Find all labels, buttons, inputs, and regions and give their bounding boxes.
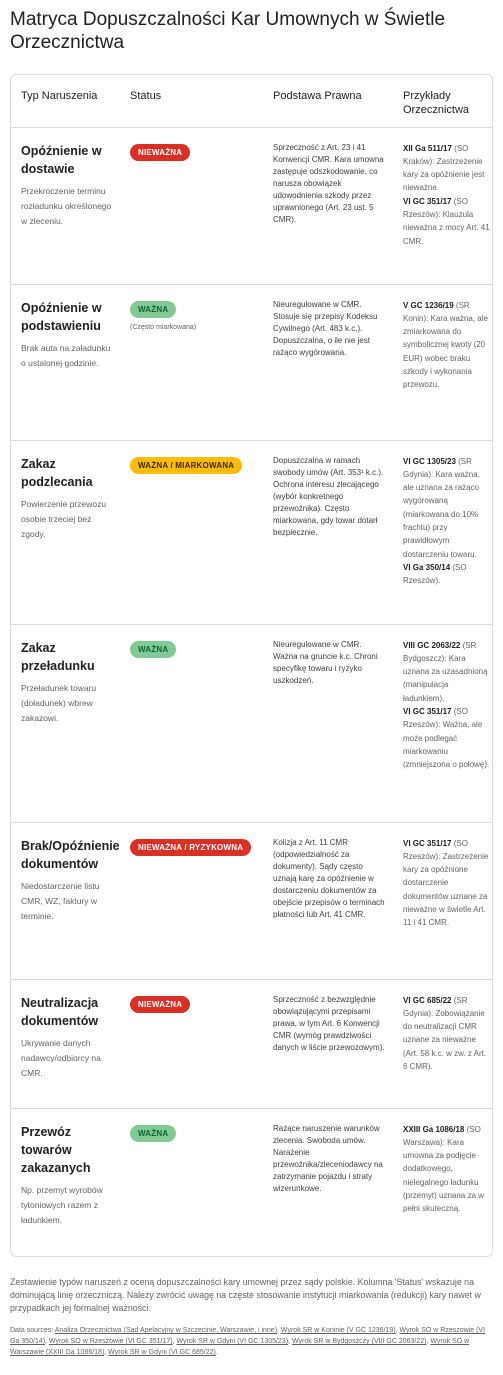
case-signature: VI GC 685/22 — [403, 995, 452, 1005]
source-link[interactable]: Wyrok SO w Rzeszowie (VI GC 351/17) — [48, 1338, 173, 1345]
status-badge: NIEWAŻNA — [130, 996, 190, 1013]
case-signature: XII Ga 511/17 — [403, 143, 452, 153]
violation-description: Przekroczenie terminu rozładunku określonego w zleceniu. — [21, 185, 112, 226]
page-title: Matryca Dopuszczalności Kar Umownych w Świetle Orzecznictwa — [10, 9, 446, 53]
status-badge: NIEWAŻNA — [130, 144, 190, 161]
case-entry — [403, 299, 490, 392]
source-link[interactable]: Wyrok SO w Rzeszowie (VI Ga 350/14) — [10, 1327, 486, 1345]
case-summary: (SR Gdynia): Kara ważna, ale uznana za rażąco wygórowaną (miarkowana do 10% frachtu) przy prawidłowym dostarczeniu towaru. — [403, 456, 480, 559]
violation-name: Zakaz przeładunku — [21, 640, 95, 673]
case-signature: VI GC 351/17 — [403, 196, 452, 206]
source-link[interactable]: Analiza Orzecznictwa (Sąd Apelacyjny w Szczecinie, Warszawie, i inne) — [54, 1327, 278, 1334]
case-entry — [403, 994, 490, 1074]
source-link[interactable]: Wyrok SR w Bydgoszczy (VIII GC 2063/22) — [291, 1338, 427, 1345]
violation-cell — [11, 440, 120, 624]
legal-basis-cell: Rażące naruszenie warunków zlecenia. Swoboda umów. Narażenie przewoźnika/zleceniodawcy na zatrzymanie pojazdu i straty wizerunkowe. — [273, 1123, 383, 1193]
table-header-row — [11, 75, 492, 127]
status-badge: WAŻNA — [130, 301, 176, 318]
table-row — [11, 979, 492, 1108]
table-row — [11, 1108, 492, 1254]
case-entry — [403, 639, 490, 705]
status-cell — [120, 1108, 263, 1254]
legal-basis-cell: Nieuregulowane w CMR. Stosuje się przepisy Kodeksu Cywilnego (Art. 483 k.c.). Dopuszczalna, o ile nie jest rażąco wygórowana. — [263, 284, 393, 440]
violation-name: Zakaz podzlecania — [21, 456, 93, 489]
case-law-cell — [393, 979, 492, 1108]
header-type: Typ Naruszenia — [11, 75, 120, 127]
violation-name: Brak/Opóźnienie dokumentów — [21, 838, 120, 871]
case-entry — [403, 561, 490, 588]
table-row — [11, 127, 492, 284]
violation-cell — [11, 1108, 120, 1254]
case-law-cell — [393, 440, 492, 624]
case-signature: VI GC 351/17 — [403, 706, 452, 716]
case-summary: (SO Rzeszów): Zastrzeżenie kary za opóźnione dostarczenie dokumentów uznane za nieważne w świetle Art. 11 i 41 CMR. — [403, 838, 489, 928]
case-law-cell — [393, 624, 492, 822]
table-row — [11, 624, 492, 822]
case-summary: (SO Warszawa): Kara umowna za podjęcie dodatkowego, nielegalnego ładunku (przemyt) uznana za w pełni skuteczną. — [403, 1124, 484, 1214]
header-status: Status — [120, 75, 263, 127]
status-badge: WAŻNA — [130, 1125, 176, 1142]
violation-cell — [11, 822, 120, 979]
header-basis: Podstawa Prawna — [263, 75, 393, 127]
case-entry — [403, 142, 490, 195]
violation-description: Ukrywanie danych nadawcy/odbiorcy na CMR. — [21, 1037, 101, 1078]
case-summary: (SO Rzeszów): Klauzula nieważna z mocy Art. 41 CMR. — [403, 196, 490, 246]
data-sources: Data sources: Analiza Orzecznictwa (Sąd Apelacyjny w Szczecinie, Warszawie, i inne), Wyrok SR w Koninie (V GC 1236/19), Wyrok SO w Rzeszowie (VI Ga 350/14), Wyrok SO w Rzeszowie (VI GC 351/17), Wyrok SR w Gdyni (VI GC 1305/23), Wyrok SR w Bydgoszczy (VIII GC 2063/22), Wyrok SO w Warszawie (XXIII Ga 1086/18), Wyrok SR w Gdyni (VI GC 685/22). — [10, 1327, 486, 1356]
case-signature: VIII GC 2063/22 — [403, 640, 461, 650]
case-summary: (SR Bydgoszcz): Kara uznana za uzasadnioną (manipulacja ładunkiem). — [403, 640, 488, 703]
table-row — [11, 440, 492, 624]
case-entry — [403, 705, 490, 771]
case-signature: V GC 1236/19 — [403, 300, 454, 310]
case-summary: (SO Rzeszów): Ważna, ale może podlegać miarkowaniu (zmniejszona o połowę). — [403, 706, 490, 770]
case-signature: VI GC 351/17 — [403, 838, 452, 848]
violation-name: Opóźnienie w dostawie — [21, 143, 102, 176]
violation-cell — [11, 284, 120, 440]
case-law-cell — [393, 127, 492, 284]
case-summary: (SR Konin): Kara ważna, ale zmiarkowana do symbolicznej kwoty (20 EUR) wobec braku szkody i wykonania przewozu. — [403, 300, 488, 390]
table-row — [11, 822, 492, 979]
source-link[interactable]: Wyrok SR w Koninie (V GC 1236/19) — [280, 1327, 396, 1334]
status-cell — [120, 624, 263, 822]
violation-description: Niedostarczenie listu CMR, WZ, faktury w terminie. — [21, 880, 100, 921]
case-law-cell — [393, 284, 492, 440]
violation-name: Neutralizacja dokumentów — [21, 995, 99, 1028]
violation-description: Przeładunek towaru (doładunek) wbrew zakazowi. — [21, 682, 97, 723]
status-cell — [120, 440, 263, 624]
violation-cell — [11, 979, 120, 1108]
legal-basis-cell: Sprzeczność z Art. 23 i 41 Konwencji CMR. Kara umowna zastępuje odszkodowanie, co narusza obowiązek udowodnienia szkody przez uprawnionego (Art. 23 ust. 5 CMR). — [263, 127, 393, 284]
status-cell — [120, 127, 263, 284]
case-summary: (SO Rzeszów). — [403, 562, 467, 586]
case-signature: VI GC 1305/23 — [403, 456, 456, 466]
violation-cell — [11, 127, 120, 284]
violation-description: Brak auta na załadunku o ustalonej godzinie. — [21, 342, 111, 368]
source-link[interactable]: Wyrok SR w Gdyni (VI GC 1305/23) — [176, 1338, 289, 1345]
status-badge: NIEWAŻNA / RYZYKOWNA — [130, 839, 251, 856]
table-body — [11, 127, 492, 1254]
case-entry — [403, 1123, 490, 1216]
violation-description: Powierzenie przewozu osobie trzeciej bez zgody. — [21, 498, 107, 539]
legal-basis-cell: Nieuregulowane w CMR. Ważna na gruncie k.c. Chroni specyfikę towaru i ryzyko uszkodzeń. — [263, 624, 393, 822]
case-entry — [403, 455, 490, 561]
case-signature: XXIII Ga 1086/18 — [403, 1124, 465, 1134]
status-badge: WAŻNA — [130, 641, 176, 658]
violation-cell — [11, 624, 120, 822]
case-summary: (SR Gdynia): Zobowiązanie do neutralizacji CMR uznane za nieważne (Art. 58 k.c. w zw. z Art. 6 CMR). — [403, 995, 487, 1071]
source-link[interactable]: Wyrok SR w Gdyni (VI GC 685/22) — [108, 1349, 216, 1356]
matrix-table-container — [10, 74, 493, 1257]
header-cases: Przykłady Orzecznictwa — [393, 75, 492, 127]
source-link[interactable]: Wyrok SO w Warszawie (XXIII Ga 1086/18) — [10, 1338, 470, 1356]
status-cell — [120, 284, 263, 440]
case-entry — [403, 195, 490, 248]
violation-name: Przewóz towarów zakazanych — [21, 1124, 91, 1175]
table-row — [11, 284, 492, 440]
case-law-cell — [393, 1108, 492, 1254]
sources-label: Data sources: — [10, 1327, 55, 1334]
status-badge: WAŻNA / MIARKOWANA — [130, 457, 242, 474]
case-summary: (SO Kraków): Zastrzeżenie kary za opóźnienie jest nieważne. — [403, 143, 485, 193]
legal-basis-cell: Kolizja z Art. 11 CMR (odpowiedzialność za dokumenty). Sądy często uznają karę za opóźnienie w dostarczeniu dokumentów za obejście przepisów o terminach płatności lub Art. 41 CMR. — [263, 822, 393, 979]
status-cell — [120, 822, 263, 979]
case-law-cell — [393, 822, 492, 979]
legal-basis-cell: Sprzeczność z bezwzględnie obowiązującymi przepisami prawa, w tym Art. 6 Konwencji CMR (wymóg prawdziwości danych w liście przewozowym). — [263, 979, 393, 1108]
status-cell — [120, 979, 263, 1108]
legal-basis-cell: Dopuszczalna w ramach swobody umów (Art. 353¹ k.c.). Ochrona interesu zlecającego (wybór konkretnego przewoźnika). Często miarkowana, gdy towar dotarł bezpiecznie. — [263, 440, 393, 624]
violation-name: Opóźnienie w podstawieniu — [21, 300, 102, 333]
matrix-table — [11, 75, 492, 1254]
case-entry — [403, 837, 490, 930]
status-note: (Często miarkowana) — [130, 323, 197, 331]
case-signature: VI Ga 350/14 — [403, 562, 451, 572]
violation-description: Np. przemyt wyrobów tytoniowych razem z ładunkiem. — [21, 1184, 103, 1225]
table-caption: Zestawienie typów naruszeń z oceną dopuszczalności kary umownej przez sądy polskie. Kolumna 'Status' wskazuje na dominującą linię orzeczniczą. Należy zwrócić uwagę na częste stosowanie instytucji miarkowania (redukcji) kary nawet w przypadkach jej formalnej ważności. — [10, 1277, 481, 1313]
